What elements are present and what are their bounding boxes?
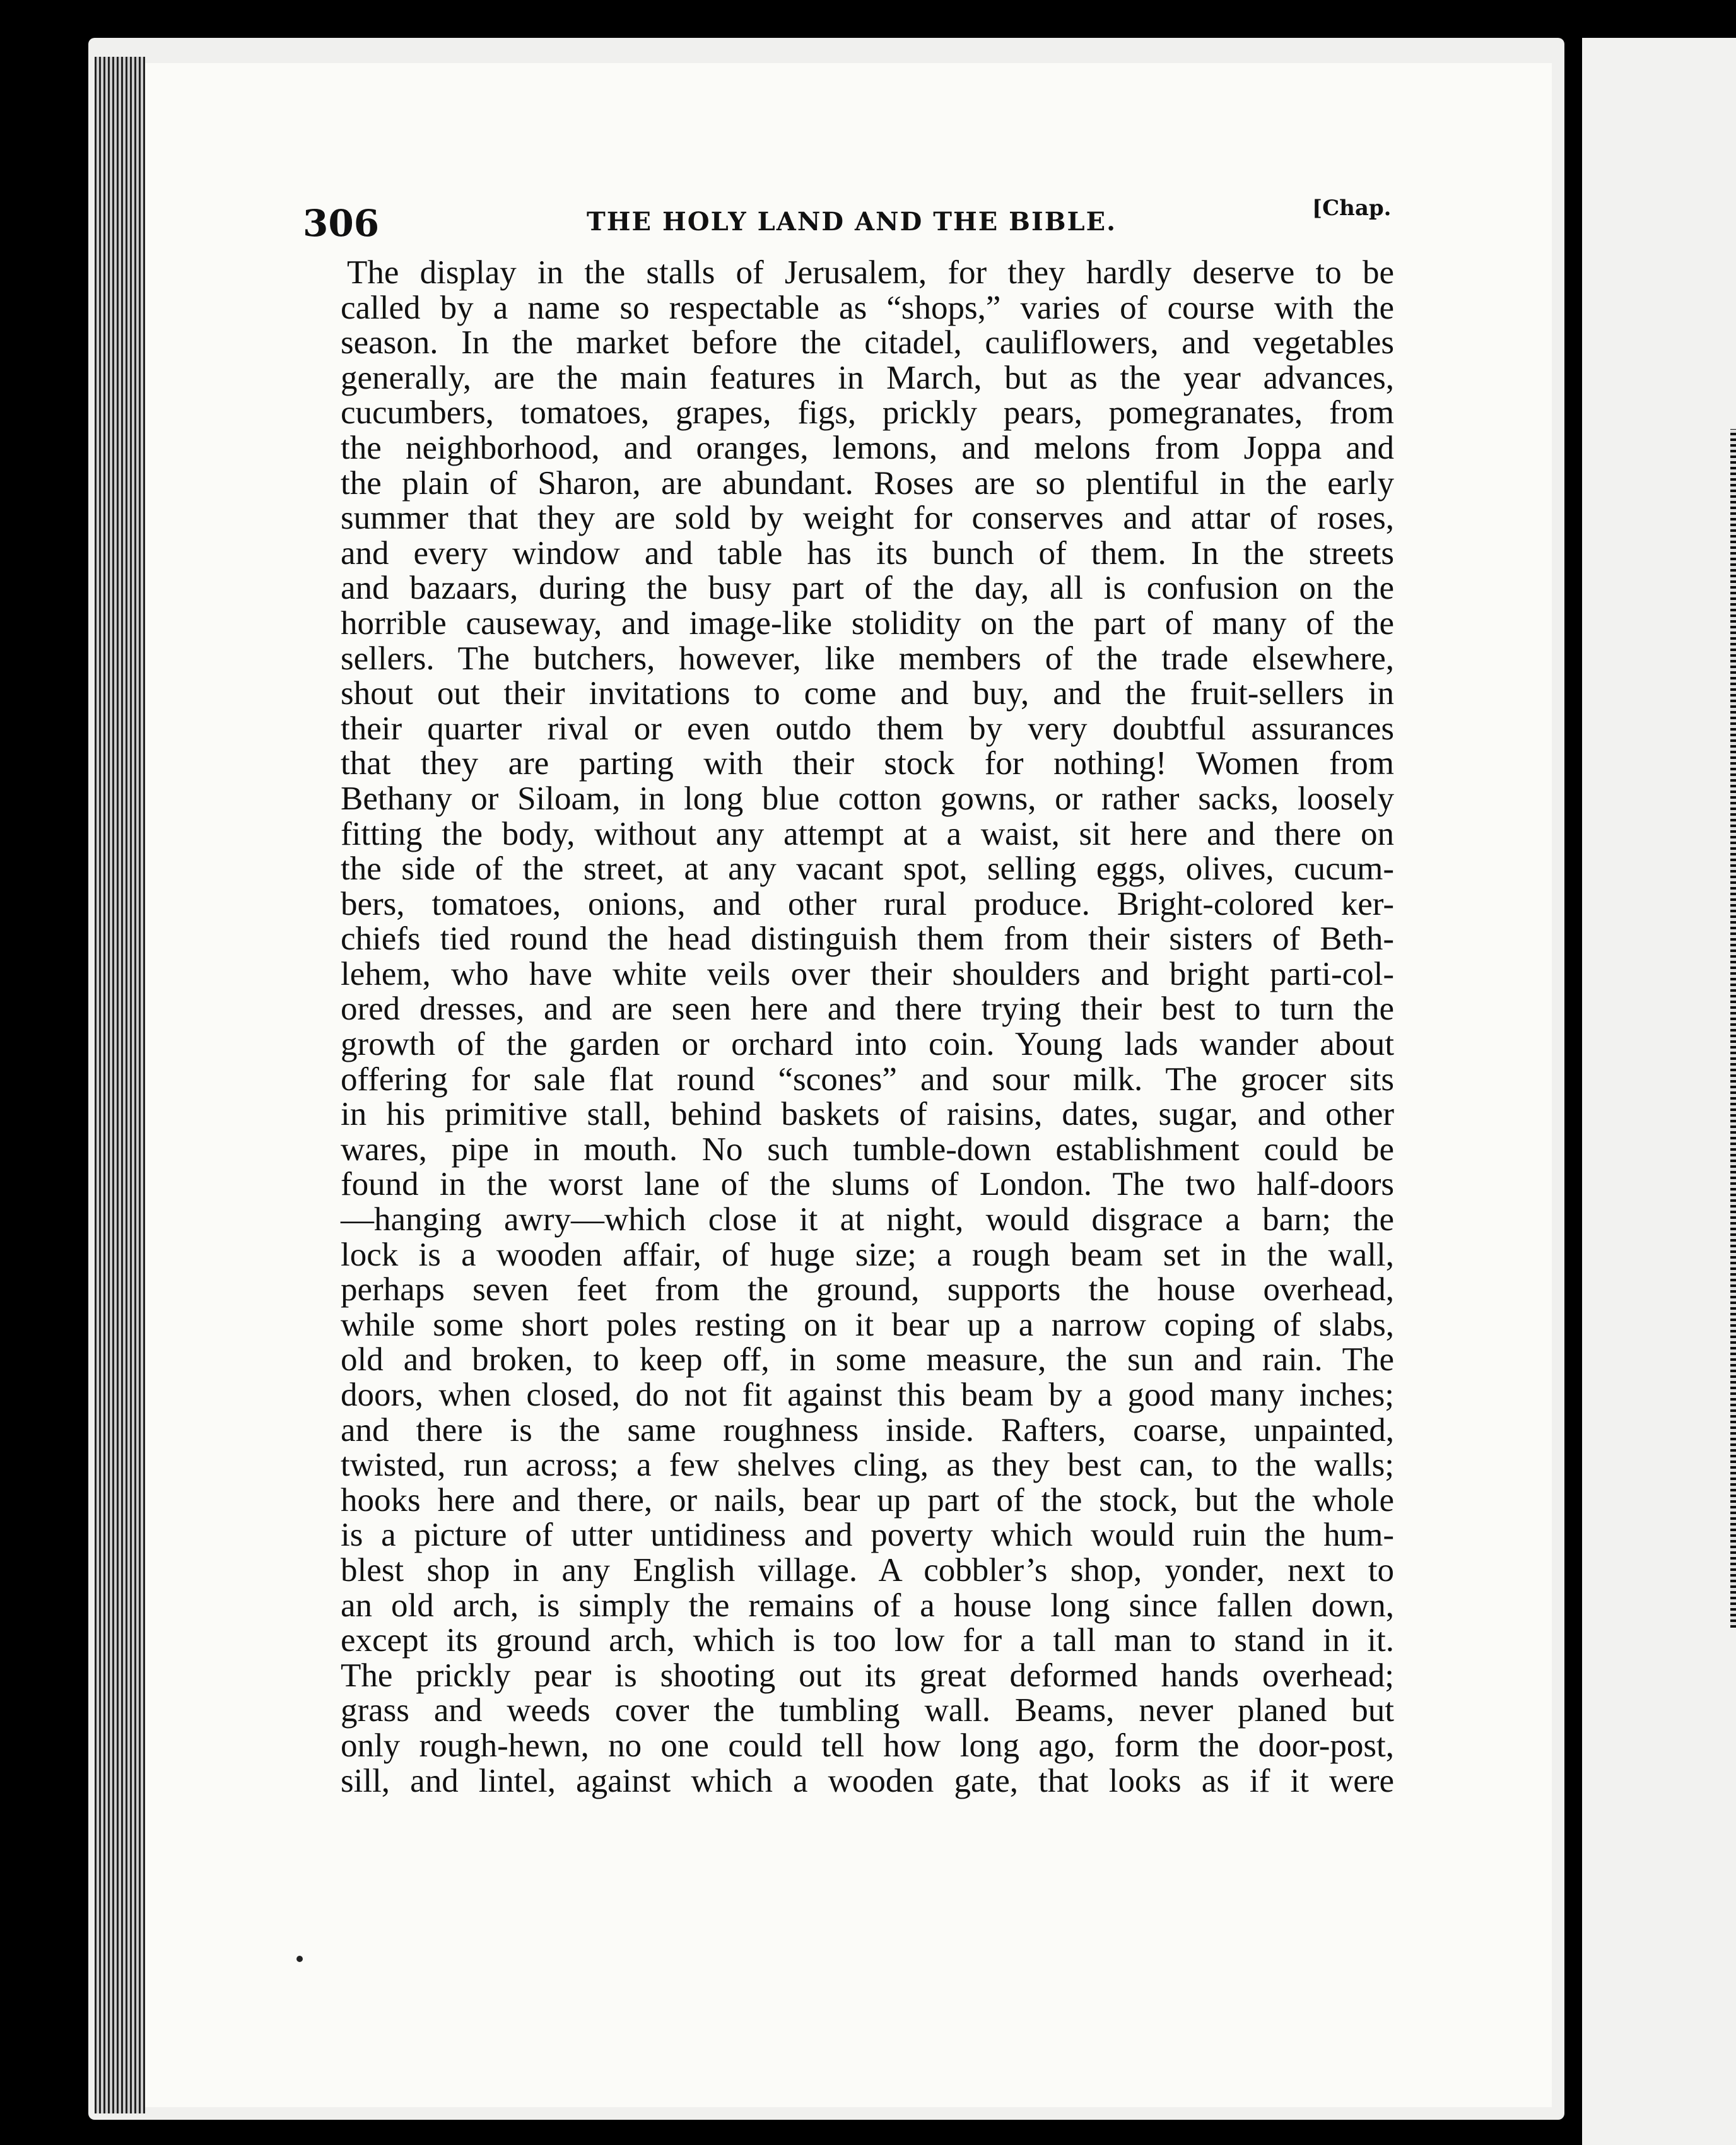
- page-edges: [95, 57, 145, 2113]
- text-line: sill, and lintel, against which a wooden gate, that looks as if it were: [341, 1762, 1394, 1799]
- text-line: their quarter rival or even outdo them by very doubtful assurances: [341, 710, 1394, 747]
- text-line: summer that they are sold by weight for conserves and attar of roses,: [341, 500, 1394, 537]
- body-text: [341, 256, 1394, 1799]
- text-line: generally, are the main features in March, but as the year advances,: [341, 359, 1394, 396]
- text-line: hooks here and there, or nails, bear up part of the stock, but the whole: [341, 1481, 1394, 1519]
- text-line: grass and weeds cover the tumbling wall. Beams, never planed but: [341, 1692, 1394, 1729]
- page-number: 306: [303, 202, 380, 245]
- text-line: blest shop in any English village. A cobbler’s shop, yonder, next to: [341, 1551, 1394, 1589]
- text-line: ored dresses, and are seen here and there trying their best to turn the: [341, 990, 1394, 1028]
- text-line: and every window and table has its bunch of them. In the streets: [341, 534, 1394, 572]
- text-line: found in the worst lane of the slums of London. The two half-doors: [341, 1166, 1394, 1203]
- text-line: The display in the stalls of Jerusalem, for they hardly deserve to be: [347, 254, 1394, 291]
- text-line: perhaps seven feet from the ground, supports the house overhead,: [341, 1271, 1394, 1308]
- chapter-marker: [Chap.: [1312, 196, 1392, 221]
- text-line: wares, pipe in mouth. No such tumble-down establishment could be: [341, 1131, 1394, 1168]
- book-gutter: [1564, 38, 1582, 2145]
- running-head: [303, 196, 1413, 252]
- text-line: fitting the body, without any attempt at a waist, sit here and there on: [341, 815, 1394, 852]
- text-line: the plain of Sharon, are abundant. Roses are so plentiful in the early: [341, 464, 1394, 502]
- text-line: The prickly pear is shooting out its great deformed hands overhead;: [341, 1657, 1394, 1694]
- text-line: season. In the market before the citadel, cauliflowers, and vegetables: [341, 324, 1394, 361]
- text-line: only rough-hewn, no one could tell how long ago, form the door-post,: [341, 1727, 1394, 1764]
- facing-page-leaves: [1730, 429, 1736, 1628]
- text-line: bers, tomatoes, onions, and other rural produce. Bright-colored ker-: [341, 885, 1394, 922]
- facing-page-edge: [1582, 38, 1736, 2145]
- text-line: except its ground arch, which is too low for a tall man to stand in it.: [341, 1622, 1394, 1659]
- text-line: doors, when closed, do not fit against this beam by a good many inches;: [341, 1377, 1394, 1413]
- text-line: twisted, run across; a few shelves cling, as they best can, to the walls;: [341, 1447, 1394, 1484]
- text-line: while some short poles resting on it bear up a narrow coping of slabs,: [341, 1306, 1394, 1343]
- text-line: and there is the same roughness inside. Rafters, coarse, unpainted,: [341, 1411, 1394, 1449]
- text-line: shout out their invitations to come and buy, and the fruit-sellers in: [341, 675, 1394, 712]
- text-line: an old arch, is simply the remains of a house long since fallen down,: [341, 1587, 1394, 1624]
- text-line: —hanging awry—which close it at night, would disgrace a barn; the: [341, 1201, 1394, 1238]
- text-line: the neighborhood, and oranges, lemons, and melons from Joppa and: [341, 429, 1394, 466]
- text-line: chiefs tied round the head distinguish them from their sisters of Beth-: [341, 920, 1394, 958]
- text-line: that they are parting with their stock for nothing! Women from: [341, 745, 1394, 782]
- text-line: the side of the street, at any vacant spot, selling eggs, olives, cucum-: [341, 850, 1394, 888]
- text-line: is a picture of utter untidiness and poverty which would ruin the hum-: [341, 1517, 1394, 1554]
- text-line: and bazaars, during the busy part of the day, all is confusion on the: [341, 570, 1394, 607]
- text-line: horrible causeway, and image-like stolidity on the part of many of the: [341, 604, 1394, 642]
- text-line: called by a name so respectable as “shops,” varies of course with the: [341, 289, 1394, 326]
- text-line: Bethany or Siloam, in long blue cotton gowns, or rather sacks, loosely: [341, 780, 1394, 817]
- text-line: offering for sale flat round “scones” and sour milk. The grocer sits: [341, 1061, 1394, 1098]
- text-line: cucumbers, tomatoes, grapes, figs, prickly pears, pomegranates, from: [341, 394, 1394, 432]
- margin-speck: [296, 1956, 303, 1962]
- text-line: old and broken, to keep off, in some measure, the sun and rain. The: [341, 1341, 1394, 1378]
- text-line: in his primitive stall, behind baskets of raisins, dates, sugar, and other: [341, 1096, 1394, 1133]
- text-line: lehem, who have white veils over their shoulders and bright parti-col-: [341, 955, 1394, 992]
- text-line: sellers. The butchers, however, like members of the trade elsewhere,: [341, 640, 1394, 677]
- text-line: growth of the garden or orchard into coin. Young lads wander about: [341, 1026, 1394, 1063]
- text-line: lock is a wooden affair, of huge size; a rough beam set in the wall,: [341, 1236, 1394, 1273]
- running-title: THE HOLY LAND AND THE BIBLE.: [587, 207, 1117, 237]
